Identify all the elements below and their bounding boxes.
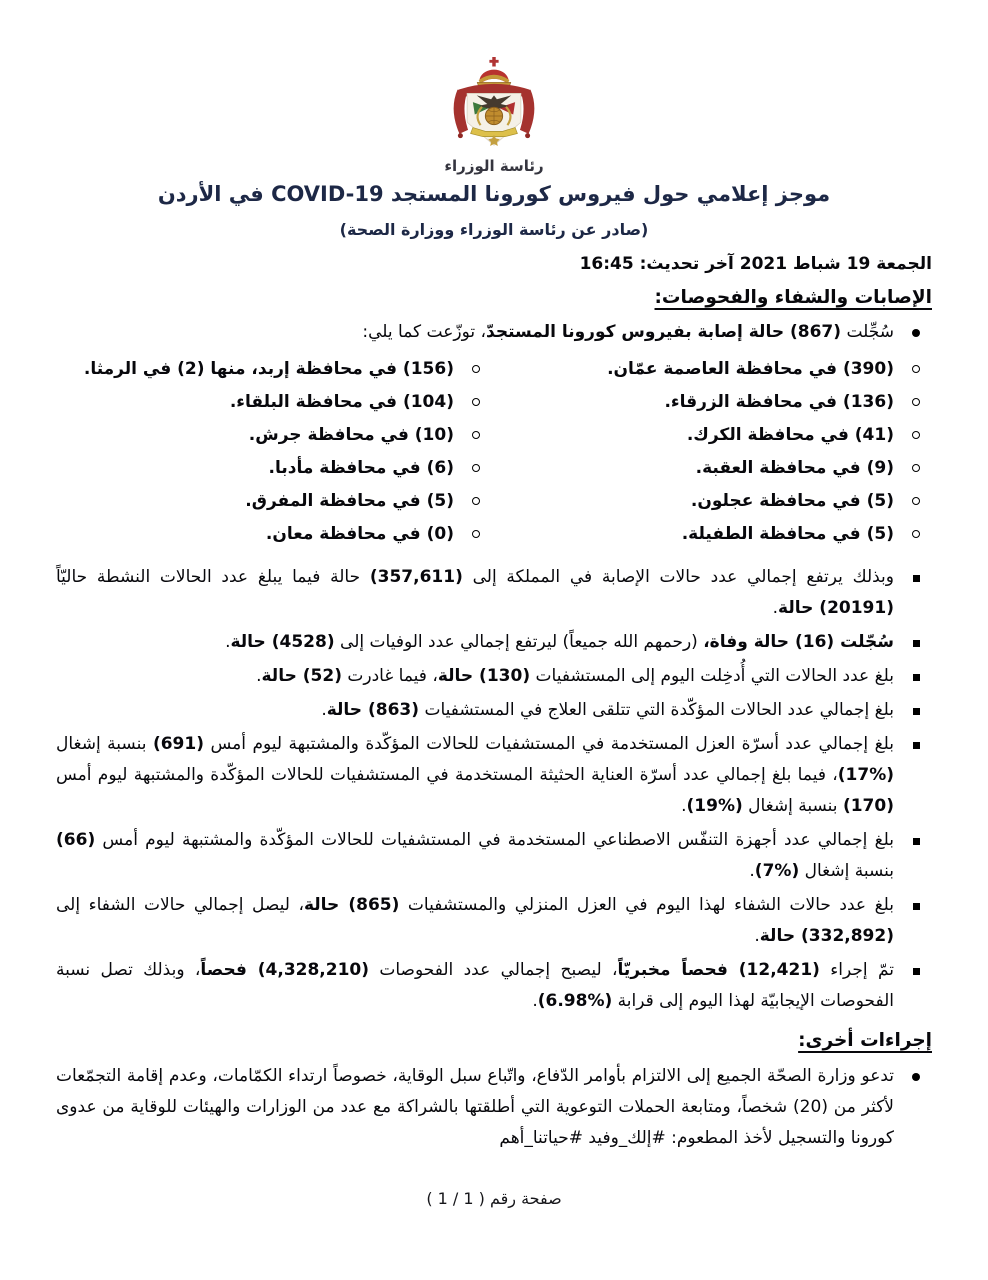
date-line: الجمعة 19 شباط 2021 آخر تحديث: 16:45 — [579, 254, 932, 274]
statistic-bullet: بلغ إجمالي عدد أجهزة التنفّس الاصطناعي المستخدمة في المستشفيات للحالات المؤكّدة والمشتبهة ليوم أمس (66) بنسبة إشغال (%7). — [56, 825, 932, 887]
dot-bullet-icon — [912, 329, 920, 337]
square-bullet-icon — [913, 674, 920, 681]
new-cases-summary — [56, 317, 932, 348]
square-bullet-icon — [913, 903, 920, 910]
page-number: صفحة رقم ( 1 / 1 ) — [426, 1189, 562, 1208]
document-subtitle: (صادر عن رئاسة الوزراء ووزارة الصحة) — [339, 220, 649, 239]
governorate-item: (41) في محافظة الكرك. — [496, 419, 932, 452]
governorate-item: (390) في محافظة العاصمة عمّان. — [496, 353, 932, 386]
circle-bullet-icon — [472, 497, 480, 505]
other-measures-bullets — [56, 1061, 932, 1154]
document-title: موجز إعلامي حول فيروس كورونا المستجد COVID-19 في الأردن — [157, 182, 831, 206]
circle-bullet-icon — [472, 365, 480, 373]
circle-bullet-icon — [912, 431, 920, 439]
governorates-column-right — [496, 353, 932, 551]
circle-bullet-icon — [472, 431, 480, 439]
section-title-other-measures: إجراءات أخرى: — [798, 1030, 932, 1051]
statistic-bullet: بلغ عدد الحالات التي أُدخِلت اليوم إلى المستشفيات (130) حالة، فيما غادرت (52) حالة. — [56, 661, 932, 692]
dot-bullet-icon — [912, 1073, 920, 1081]
statistics-bullets — [56, 562, 932, 1017]
governorates-column-left — [56, 353, 492, 551]
governorate-item: (5) في محافظة عجلون. — [496, 485, 932, 518]
governorates-list — [56, 353, 932, 551]
new-cases-bullet: سُجِّلت (867) حالة إصابة بفيروس كورونا المستجدّ، توزّعت كما يلي: — [56, 317, 932, 348]
document-header — [0, 0, 988, 175]
governorate-item: (104) في محافظة البلقاء. — [56, 386, 492, 419]
square-bullet-icon — [913, 838, 920, 845]
statistic-bullet: وبذلك يرتفع إجمالي عدد حالات الإصابة في المملكة إلى (357,611) حالة فيما يبلغ عدد الحالات النشطة حاليّاً (20191) حالة. — [56, 562, 932, 624]
governorate-item: (5) في محافظة المفرق. — [56, 485, 492, 518]
square-bullet-icon — [913, 708, 920, 715]
circle-bullet-icon — [912, 530, 920, 538]
square-bullet-icon — [913, 742, 920, 749]
circle-bullet-icon — [912, 398, 920, 406]
statistic-bullet: تمّ إجراء (12,421) فحصاً مخبريّاً، ليصبح إجمالي عدد الفحوصات (4,328,210) فحصاً، وبذلك تصل نسبة الفحوصات الإيجابيّة لهذا اليوم إلى قرابة (%6.98). — [56, 955, 932, 1017]
governorate-item: (5) في محافظة الطفيلة. — [496, 518, 932, 551]
governorate-item: (156) في محافظة إربد، منها (2) في الرمثا. — [56, 353, 492, 386]
circle-bullet-icon — [912, 497, 920, 505]
circle-bullet-icon — [912, 464, 920, 472]
square-bullet-icon — [913, 968, 920, 975]
circle-bullet-icon — [472, 464, 480, 472]
governorate-item: (136) في محافظة الزرقاء. — [496, 386, 932, 419]
circle-bullet-icon — [472, 398, 480, 406]
document-body — [0, 254, 988, 1154]
measure-bullet: تدعو وزارة الصحّة الجميع إلى الالتزام بأوامر الدّفاع، واتّباع سبل الوقاية، خصوصاً ارتداء الكمّامات، وعدم إقامة التجمّعات لأكثر من (20) شخصاً، ومتابعة الحملات التوعوية التي أطلقتها بالشراكة مع عدد من الوزارات والهيئات للوقاية من عدوى كورونا والتسجيل لأخذ المطعوم: #إلك_وفيد #حياتنا_أهم — [56, 1061, 932, 1154]
circle-bullet-icon — [472, 530, 480, 538]
statistic-bullet: بلغ إجمالي عدد الحالات المؤكّدة التي تتلقى العلاج في المستشفيات (863) حالة. — [56, 695, 932, 726]
statistic-bullet: سُجّلت (16) حالة وفاة، (رحمهم الله جميعاً) ليرتفع إجمالي عدد الوفيات إلى (4528) حالة. — [56, 627, 932, 658]
jordan-coat-of-arms-logo — [430, 56, 558, 152]
statistic-bullet: بلغ إجمالي عدد أسرّة العزل المستخدمة في المستشفيات للحالات المؤكّدة والمشتبهة ليوم أمس (691) بنسبة إشغال (%17)، فيما بلغ إجمالي عدد أسرّة العناية الحثيثة المستخدمة في المستشفيات للحالات المؤكّدة والمشتبهة ليوم أمس (170) بنسبة إشغال (%19). — [56, 729, 932, 822]
statistic-bullet: بلغ عدد حالات الشفاء لهذا اليوم في العزل المنزلي والمستشفيات (865) حالة، ليصل إجمالي حالات الشفاء إلى (332,892) حالة. — [56, 890, 932, 952]
governorate-item: (10) في محافظة جرش. — [56, 419, 492, 452]
section-title-infections: الإصابات والشفاء والفحوصات: — [654, 287, 932, 308]
governorate-item: (0) في محافظة معان. — [56, 518, 492, 551]
governorate-item: (9) في محافظة العقبة. — [496, 452, 932, 485]
square-bullet-icon — [913, 640, 920, 647]
prime-ministry-calligraphy: رئاسة الوزراء — [444, 157, 544, 175]
square-bullet-icon — [913, 575, 920, 582]
circle-bullet-icon — [912, 365, 920, 373]
governorate-item: (6) في محافظة مأدبا. — [56, 452, 492, 485]
